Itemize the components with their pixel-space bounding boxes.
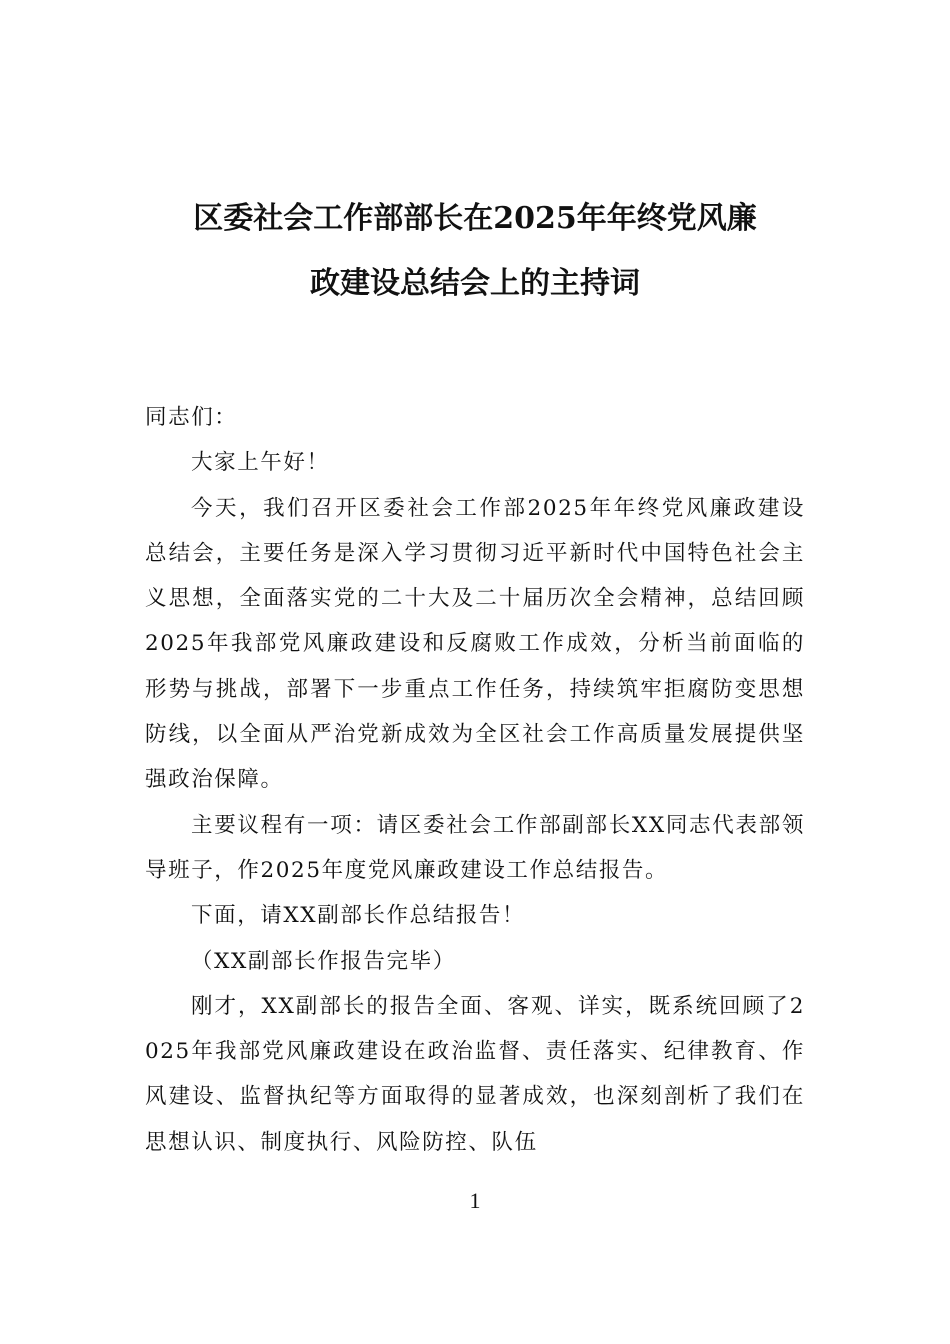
paragraph-report-finished: （XX副部长作报告完毕）	[191, 948, 456, 974]
title-line-1: 区委社会工作部部长在2025年年终党风廉	[193, 201, 757, 236]
document-title	[145, 186, 805, 316]
document-body	[145, 395, 805, 1165]
salutation: 同志们：	[145, 405, 238, 430]
paragraph-agenda: 主要议程有一项：请区委社会工作部副部长XX同志代表部领导班子，作2025年度党风廉政建设工作总结报告。	[145, 812, 805, 883]
paragraph-invite-report: 下面，请XX副部长作总结报告！	[191, 903, 526, 929]
page-number: 1	[469, 1188, 481, 1213]
paragraph-comment: 刚才，XX副部长的报告全面、客观、详实，既系统回顾了2025年我部党风廉政建设在政治监督、责任落实、纪律教育、作风建设、监督执纪等方面取得的显著成效，也深刻剖析了我们在思想认识、制度执行、风险防控、队伍	[145, 993, 805, 1155]
greeting: 大家上午好！	[191, 450, 330, 476]
paragraph-intro: 今天，我们召开区委社会工作部2025年年终党风廉政建设总结会，主要任务是深入学习贯彻习近平新时代中国特色社会主义思想，全面落实党的二十大及二十届历次全会精神，总结回顾2025年我部党风廉政建设和反腐败工作成效，分析当前面临的形势与挑战，部署下一步重点工作任务，持续筑牢拒腐防变思想防线，以全面从严治党新成效为全区社会工作高质量发展提供坚强政治保障。	[145, 495, 805, 793]
title-line-2: 政建设总结会上的主持词	[310, 266, 640, 301]
